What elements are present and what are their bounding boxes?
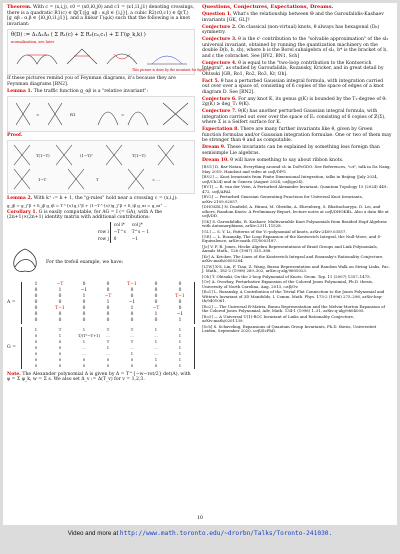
matrix-cell: 0 [34, 362, 38, 368]
matrix-cell: 1 [34, 281, 38, 287]
table-cell: 0 [110, 235, 128, 243]
note [7, 372, 195, 383]
matrix-cell: 1 [178, 356, 182, 362]
reference-text: N. Dunfield, A. Hirani, M. Obeidin, A. Ehrenberg, S. Bhattacharyya, D. Lei, and others, Random Knots: A Preliminary Report, lecture notes at ωεβ/DHOKBL. Also a data file at ωεβ/DD. [202, 203, 389, 219]
reference-key: [BN1] [202, 164, 214, 169]
question-text: θ will have something to say about ribbon knots. [230, 157, 344, 163]
matrix-cell: 1 [82, 293, 86, 299]
matrix-cell: 0 [34, 305, 38, 311]
question-item [202, 127, 392, 144]
lemma-1-text: The traffic function g_αβ is a "relative invariant": [33, 88, 149, 94]
proof-diagrams [8, 141, 194, 193]
matrix-cell: 0 [58, 293, 62, 299]
matrix-cell: 1 [178, 326, 182, 332]
matrix-cell: 0 [58, 356, 62, 362]
question-text: There are many further invariants like θ, given by Green function formulas and/or Gaussian integration formulae. One or two of them may be stronger than θ and as computable. [202, 127, 392, 143]
reference-key: [Ro1] [202, 289, 213, 295]
matrix-cell: 0 [154, 317, 158, 323]
matrix-cell: 0 [34, 311, 38, 317]
question-heading: Expectation 8. [202, 127, 239, 132]
matrix-cell: T [130, 338, 134, 344]
matrix-cell: 1 [178, 317, 182, 323]
legend-note: This picture is done by the invariant for figure-8. [132, 67, 212, 72]
matrix-cell: 0 [106, 281, 110, 287]
question-item [202, 145, 392, 156]
matrix-cell: −T [104, 293, 112, 299]
matrix-cell: T [58, 326, 62, 332]
matrix-cell: 0 [154, 281, 158, 287]
svg-text:T(1−T): T(1−T) [132, 153, 146, 158]
lemma-2-heading: Lemma 2. [7, 195, 33, 201]
reference-key: [GL] [202, 228, 211, 234]
reference-text: S. Garoufalidis, R. Kashaev, Multivariable Knot Polynomials from Braided Hopf Algebras with Automorphisms, arXiv:2311.11528. [202, 218, 387, 229]
matrix-cell: 0 [130, 311, 134, 317]
table-header-cell: col j* [131, 222, 143, 227]
matrix-cell: 1 [178, 332, 182, 338]
g-rules: g_jβ = g_j⁺β + δ_jβ g_iβ = T^{s}g_i⁺β + (1−T^{s})g_j⁺β + δ_iβ g_αi = g_αi⁺ ... [7, 202, 168, 208]
svg-text:= ...: = ... [152, 177, 161, 182]
question-heading: Conjecture 6. [202, 96, 237, 102]
reference-text: D. Bar-Natan, Everything around sl₃ in DoPeGDO. See References, "ωt", talk in Da Nang, May 2019. Handout and video at ωεβ/DPG. [202, 164, 391, 174]
matrix-cell: 0 [106, 305, 110, 311]
reference-key: [BN2] [202, 173, 214, 179]
matrix-cell: −T [152, 305, 160, 311]
matrix-cell: 0 [106, 362, 110, 368]
matrix-cell: ... [106, 332, 110, 338]
matrix-cell: 0 [82, 281, 86, 287]
svg-text:=: = [121, 111, 125, 117]
matrix-cell: 1 [82, 326, 86, 332]
matrix-cell: T−1 [55, 305, 65, 311]
reference-text: X-S. Lin, F. Tian, Z. Wang, Burau Representation and Random Walk on String Links, Pac. J. Math., 182-2 (1998) 289–302, arXiv:q-alg/9605023. [202, 263, 390, 274]
reference-key: [GK] [202, 218, 212, 224]
reference-item [202, 175, 392, 184]
question-text: θ is equal to the "two-loop contribution to the Kontsevich Integral", as studied by Garoufalidis, Rozansky, Kricker, and in great detail by Ohtsuki [GR, Ro1, Ro2, Ro3, Kr, Oh]. [202, 60, 384, 77]
matrix-cell: 0 [58, 317, 62, 323]
matrix-cell: 1 [178, 362, 182, 368]
matrix-cell: T [106, 326, 110, 332]
matrix-cell: ... [154, 350, 158, 356]
matrix-cell: 0 [34, 338, 38, 344]
reference-item [202, 280, 392, 289]
matrix-cell: 0 [178, 305, 182, 311]
matrix-cell: 1 [130, 305, 134, 311]
matrix-cell: T [130, 326, 134, 332]
matrix-cell: 0 [130, 356, 134, 362]
matrix-cell: 0 [34, 287, 38, 293]
reference-item [202, 165, 392, 174]
question-item [202, 12, 392, 23]
matrix-cell: 1 [34, 326, 38, 332]
matrix-cell: 0 [82, 299, 86, 305]
matrix-cell: 0 [58, 311, 62, 317]
matrix-row [24, 363, 192, 369]
svg-text:T(1−T): T(1−T) [36, 153, 50, 158]
reference-item [202, 220, 392, 229]
proof-heading: Proof. [7, 133, 23, 138]
question-heading: Dream 10. [202, 157, 229, 163]
traffic-diagrams [8, 97, 194, 131]
matrix-cell: 1 [58, 332, 62, 338]
footer [0, 530, 400, 537]
reference-item [202, 195, 392, 204]
question-heading: Conjecture 4. [202, 60, 237, 66]
corollary-1 [7, 210, 195, 221]
proof-figure [7, 140, 195, 194]
para-feynman: If these pictures remind you of Feynman diagrams, it's because they are Feynman diagrams [BN2]. [7, 76, 176, 87]
matrix-cell: 0 [34, 317, 38, 323]
reference-text: — R. van der Veen, A Perturbed Alexander Invariant, Quantum Topology 15 (2024) 449–472, ωεβ/APAI. [202, 183, 389, 194]
question-item [202, 158, 392, 164]
question-text: These invariants can be explained by something less foreign than semisimple Lie algebras. [202, 145, 380, 156]
question-item [202, 25, 392, 36]
matrix-cell: 1 [106, 344, 110, 350]
matrix-cell: −1 [80, 287, 88, 293]
matrix-cell: 1 [178, 338, 182, 344]
note-text: The Alexander polynomial Δ is given by Δ = T^{−w−rot/2} det(A), with φ = Σ φ_k, w = Σ s. We also set Δ_v := Δ(T_v) for v = 1,2,3. [7, 371, 191, 382]
reference-text: S. Schaveling, Expansions of Quantum Group Invariants, Ph.D. thesis, Universiteit Leiden, September 2020, ωεβ/ScPhD. [202, 323, 377, 334]
matrix-cell: 0 [154, 362, 158, 368]
footer-link[interactable]: http://www.math.toronto.edu/~drorbn/Talks/Toronto-241030. [119, 530, 333, 537]
matrix-cell: 1 [178, 344, 182, 350]
reference-key: [LTW] [202, 263, 214, 269]
question-heading: Question 1. [202, 12, 232, 17]
matrix-cell: 0 [106, 356, 110, 362]
table-header-cell: col i* [110, 222, 128, 228]
matrix-cell: T/(T²−T+1) [78, 332, 101, 338]
question-item [202, 79, 392, 96]
reference-key: [Ro3] [202, 313, 213, 319]
matrix-cell: 0 [106, 287, 110, 293]
trefoil-text: For the trefoil example, we have: [46, 259, 124, 265]
question-heading: Conjecture 2. [202, 24, 237, 30]
matrix-a [7, 282, 195, 324]
reference-text: T. Ohtsuki, On the 2-loop Polynomial of Knots, Geom. Top. 11 (2007) 1357–1475. [211, 273, 371, 279]
matrix-cell: 1 [82, 338, 86, 344]
reference-key: [Ov] [202, 279, 211, 285]
matrix-g-body [21, 327, 195, 369]
matrix-cell: T [106, 338, 110, 344]
matrix-cell: 1 [106, 299, 110, 305]
matrix-cell: 0 [154, 287, 158, 293]
svg-text:(1−T)²: (1−T)² [80, 153, 93, 158]
matrix-a-body [21, 282, 195, 324]
reference-item [202, 290, 392, 304]
reference-text: — Knot Invariants from Finite Dimensional Integration, talks in Beijing (July 2024, ωεβ/Ch24) and in Geneva (August 2024, ωεβ/ge24). [202, 173, 379, 184]
matrix-cell: 1 [154, 326, 158, 332]
reference-text: — Perturbed Gaussian Generating Functions for Universal Knot Invariants, arXiv:2109.02057. [202, 193, 363, 204]
traffic-figure [7, 96, 195, 132]
note-heading: Note. [7, 371, 21, 377]
lemma-1 [7, 89, 195, 95]
reference-key: [BV2] [202, 193, 214, 199]
matrix-cell: 0 [154, 299, 158, 305]
reference-item [202, 315, 392, 324]
poster-page [3, 3, 397, 525]
reference-text: L. Rozansky, A Contribution of the Trivial Flat Connection to the Jones Polynomial and Witten's Invariant of 3D Manifolds, I, Comm. Math. Phys. 175-2 (1996) 275–296, arXiv:hep-th/9401061. [202, 289, 385, 304]
reference-text: — L. Rozansky, The Loop Expansion of the Kontsevich Integral, the Null-Move, and S-Equivalence, arXiv:math.GT/0003187. [202, 233, 382, 244]
theorem-heading: Theorem. [7, 5, 32, 10]
question-text: On classical (non-virtual) knots, θ always has hexagonal (D₆) symmetry. [202, 24, 380, 35]
matrix-cell: 0 [82, 311, 86, 317]
corollary-1-text: G is easily computable, for AG = I (= GA), with A the (2n+1)×(2n+1) identity matrix with additional contributions: [7, 209, 162, 220]
table-cell: −T^s [110, 228, 128, 236]
question-text: For any knot K, its genus g(K) is bounded by the T₁-degree of θ: 2g(K) ≥ deg_T₁ θ(K). [202, 96, 387, 107]
matrix-cell: 0 [34, 356, 38, 362]
matrix-cell: 0 [34, 350, 38, 356]
matrix-cell: 1 [154, 338, 158, 344]
question-text: What's the relationship between Θ and the Garoufalidis-Kashaev invariants [GK, GL]? [202, 12, 384, 23]
question-heading: Conjecture 7. [202, 109, 237, 114]
matrix-a-label: A = [7, 299, 16, 305]
matrix-cell: −1 [176, 311, 184, 317]
matrix-cell: 0 [58, 350, 62, 356]
matrix-g [7, 327, 195, 369]
reference-key: [Oh] [202, 273, 211, 279]
table-cell: T^s − 1 [131, 228, 150, 234]
reference-key: [Sch] [202, 323, 213, 329]
corollary-1-heading: Corollary 1. [7, 209, 38, 215]
invariant-formula-figure [7, 29, 212, 75]
matrix-cell: −T [56, 281, 64, 287]
matrix-cell: 0 [58, 299, 62, 305]
question-item [202, 109, 392, 126]
reference-item [202, 245, 392, 254]
reference-text: — S. Y. Li, Patterns of the V₂-polynomial of knots, arXiv:2409.03557. [211, 228, 347, 234]
lemma-2 [7, 196, 195, 202]
matrix-cell: 0 [82, 356, 86, 362]
invariant-formula: θ(D) := Δ₁Δ₂Δ₃ ( Σ R₁(c) + Σ R₂(c₀,c₁) + Σ Γ(φ_k,k) ) [11, 31, 146, 38]
question-text: θ is the ε¹ contribution to the "solvable approximation" of the sl₃ universal invariant, obtained by running the quantization machinery on the double D(b, b, εb), where b is the Borel subalgebra of sl₃, b* is the bracket of b, and ε the cobracket. See [BV2, BN1, Sch] [202, 37, 389, 59]
feynman-diagrams [12, 44, 212, 72]
matrix-cell: T−1 [127, 281, 137, 287]
matrix-cell: 1 [154, 356, 158, 362]
matrix-cell: 1 [178, 350, 182, 356]
reference-item [202, 325, 392, 334]
reference-text: A. Kricker, The Lines of the Kontsevich Integral and Rozansky's Rationality Conjecture, arXiv:math/0005284. [202, 253, 384, 264]
question-heading: Dream 9. [202, 145, 226, 150]
matrix-cell: 0 [178, 299, 182, 305]
questions-title: Questions, Conjectures, Expectations, Dreams. [202, 4, 334, 10]
question-text: θ has a perturbed Gaussian integral formula, with integration carried out over over a space of, consisting of 6 copies of the space of edges of a knot diagram D. See [BN2]. [202, 78, 384, 95]
table-cell: −1 [131, 236, 138, 241]
matrix-cell: ... [106, 350, 110, 356]
matrix-cell: ... [154, 344, 158, 350]
question-heading: Fact 5. [202, 78, 220, 84]
footer-prefix: Video and more at [67, 530, 120, 537]
lemma-2-text: With k⁺ := k + 1, the "g-rules" hold near a crossing c = (x,i,j): [33, 195, 178, 201]
matrix-cell: 0 [178, 287, 182, 293]
reference-item [202, 265, 392, 274]
matrix-g-label: G = [7, 344, 16, 350]
questions-list [202, 12, 392, 163]
matrix-cell: ... [154, 332, 158, 338]
matrix-cell: 0 [106, 311, 110, 317]
svg-text:T: T [96, 177, 99, 182]
matrix-cell: 0 [82, 305, 86, 311]
table-cell: row j [98, 236, 109, 241]
matrix-cell: ... [82, 350, 86, 356]
question-item [202, 97, 392, 108]
theorem [7, 5, 195, 27]
matrix-row [24, 318, 192, 324]
reference-key: [Ro2] [202, 303, 213, 309]
matrix-cell: 0 [34, 293, 38, 299]
matrix-cell: ... [130, 344, 134, 350]
matrix-cell: 0 [178, 281, 182, 287]
lemma-1-heading: Lemma 1. [7, 88, 33, 94]
question-text: θ(K) has another perturbed Gaussian integral formula, with integration carried out over over the space of Eₒ consisting of 6 copies of ℤ(Σ), where Σ is a Seifert surface for K. [202, 109, 386, 125]
theorem-text: With c = (x,i,j), c0 = (x0,i0,j0) and c1 = (x1,i1,j1) denoting crossings, there is a quadratic R1(c) ∈ ℚ(T,)[g_αβ : α,β ∈ {i,j}], a cubic R2(c0,c1) ∈ ℚ(T,)[g_αβ : α,β ∈ {i0,j0,i1,j1}], and a linear Γ(φ,k) such that the following is a knot invariant: [7, 5, 195, 27]
formula-note: normalization, see later [11, 39, 55, 44]
trefoil-example [7, 245, 195, 281]
reference-text: — A Universal U(1)-RCC Invariant of Links and Rationality Conjecture, arXiv:math/0201139. [202, 313, 355, 324]
reference-text: — The Universal R-Matrix, Burau Representation and the Melvin-Morton Expansion of the Colored Jones Polynomial, Adv. Math. 134-1 (1998) 1–31, arXiv:q-alg/9604005. [202, 303, 385, 314]
question-heading: Conjecture 3. [202, 37, 237, 42]
table-cell: row i [98, 228, 109, 234]
matrix-cell: 0 [58, 338, 62, 344]
matrix-cell: 0 [82, 317, 86, 323]
reference-item [202, 185, 392, 194]
reference-item [202, 205, 392, 219]
trefoil-knot-figure [7, 245, 43, 281]
matrix-cell: 0 [130, 293, 134, 299]
matrix-cell: 0 [58, 362, 62, 368]
matrix-cell: 0 [34, 344, 38, 350]
references-list [202, 165, 392, 334]
right-column [202, 5, 392, 335]
matrix-cell: ... [130, 332, 134, 338]
matrix-cell: 0 [34, 299, 38, 305]
reference-text: V. F. R. Jones, Hecke Algebra Representations of Braid Groups and Link Polynomials, Annals Math., 126 (1987) 335–388. [202, 243, 378, 254]
matrix-cell: 1 [130, 350, 134, 356]
matrix-cell: 0 [34, 332, 38, 338]
reference-key: [Jo] [202, 243, 209, 249]
matrix-cell: 0 [130, 317, 134, 323]
reference-text: A. Overbay, Perturbative Expansion of the Colored Jones Polynomial, Ph.D. thesis, University of North Carolina, Aug. 2013, ωεβ/Ov. [202, 279, 374, 289]
matrix-cell: T−1 [175, 293, 185, 299]
reference-key: [DHOKBL] [202, 203, 224, 209]
matrix-cell: −1 [128, 299, 136, 305]
matrix-cell: ... [82, 344, 86, 350]
reference-item [202, 255, 392, 264]
contribution-table [97, 222, 152, 243]
matrix-cell: 0 [130, 362, 134, 368]
matrix-cell: 0 [130, 287, 134, 293]
svg-text:1−T: 1−T [38, 177, 47, 182]
reference-key: [BV1] [202, 183, 214, 189]
reference-key: [Kr] [202, 253, 210, 259]
page-number: 10 [197, 516, 203, 521]
matrix-cell: 1 [58, 287, 62, 293]
reference-item [202, 305, 392, 314]
question-item [202, 37, 392, 59]
svg-text:=: = [36, 111, 40, 117]
reference-item [202, 235, 392, 244]
matrix-cell: 0 [58, 344, 62, 350]
matrix-cell: 1 [154, 311, 158, 317]
matrix-cell: 0 [82, 362, 86, 368]
reference-key: [GR] [202, 233, 212, 239]
matrix-cell: 0 [106, 317, 110, 323]
question-item [202, 61, 392, 78]
matrix-cell: 0 [154, 293, 158, 299]
svg-text:R1: R1 [70, 111, 76, 117]
